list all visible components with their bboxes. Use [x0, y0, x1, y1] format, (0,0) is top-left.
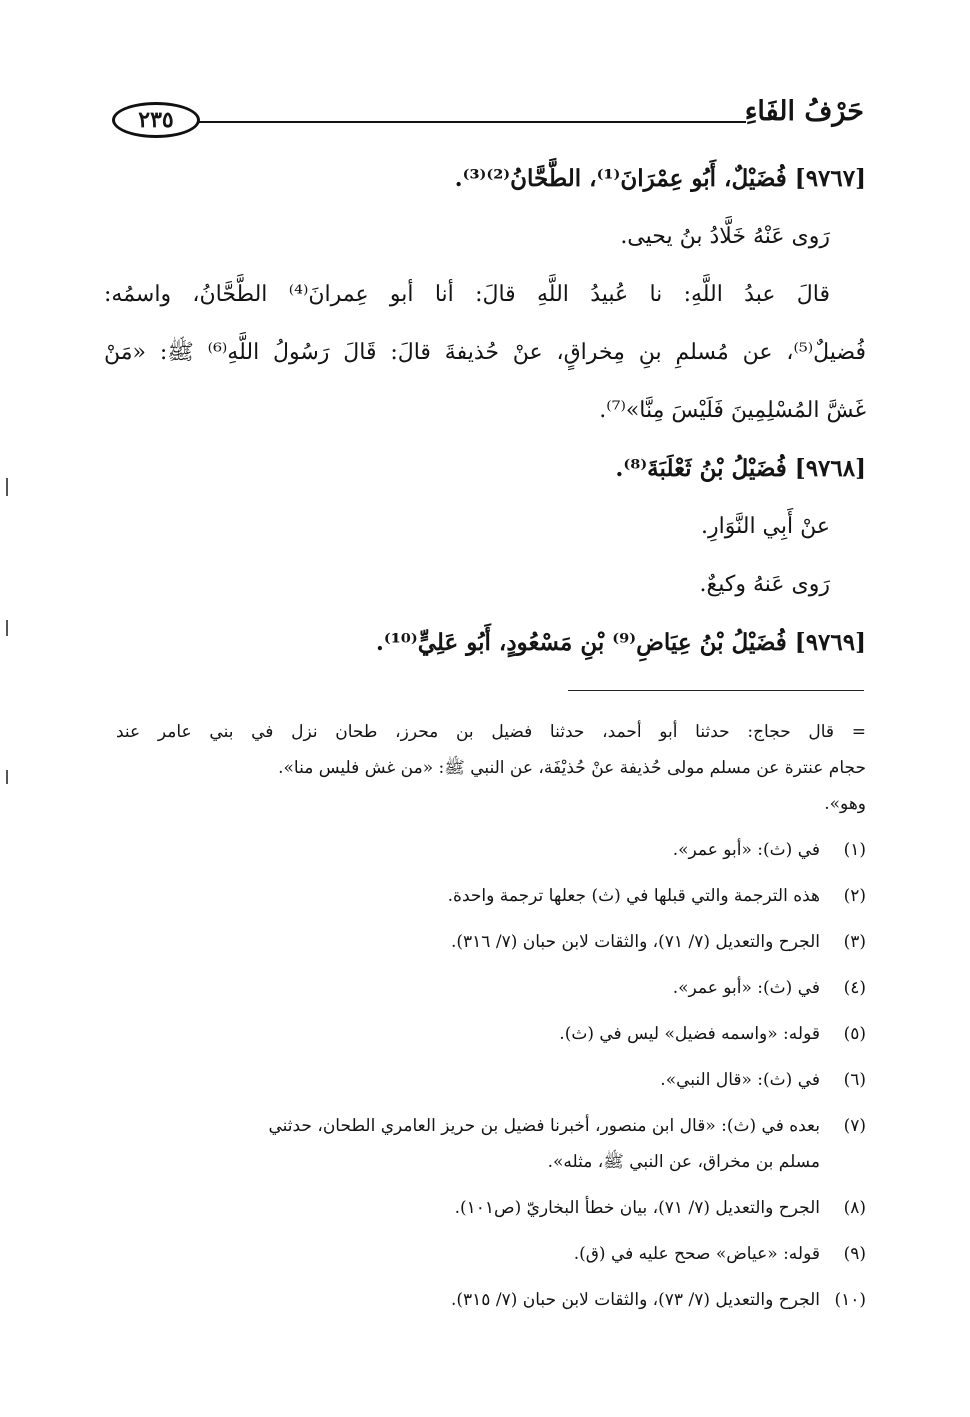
chapter-title: حَرْفُ الفَاءِ — [744, 96, 864, 127]
footnote-text: في (ث): «قال النبي». — [660, 1070, 820, 1090]
footnote-text: قوله: «عياض» صحح عليه في (ق). — [573, 1244, 820, 1264]
footnote-5 — [116, 1016, 866, 1052]
footnote-separator — [568, 690, 864, 691]
entry-heading-9769: [٩٧٦٩] فُضَيْلُ بْنُ عِيَاضِ⁽⁹⁾ بْنِ مَسْعُودٍ، أَبُو عَلِيٍّ⁽¹⁰⁾. — [375, 629, 866, 656]
footnote-4 — [116, 970, 866, 1006]
footnote-text: هذه الترجمة والتي قبلها في (ث) جعلها ترجمة واحدة. — [447, 886, 820, 906]
text-line: رَوى عَنهُ وكيعٌ. — [699, 572, 830, 597]
footnote-number: (١٠) — [834, 1290, 866, 1310]
entry-heading-9768: [٩٧٦٨] فُضَيْلُ بْنُ ثَعْلَبَةَ⁽⁸⁾. — [615, 455, 866, 482]
footnote-number: (٣) — [843, 932, 866, 952]
footnote-1 — [116, 832, 866, 868]
footnote-10 — [116, 1282, 866, 1318]
footnote-number: (١) — [843, 840, 866, 860]
footnote-text: في (ث): «أبو عمر». — [672, 840, 820, 860]
footnote-continuation-line: حجام عنترة عن مسلم مولى حُذيفة عنْ حُذيْفَة، عن النبي ﷺ: «من غش فليس منا». — [278, 758, 866, 778]
footnote-number: (٦) — [843, 1070, 866, 1090]
footnote-text: الجرح والتعديل (٧/ ٧١)، والثقات لابن حبان (٧/ ٣١٦). — [451, 932, 820, 952]
footnote-text: الجرح والتعديل (٧/ ٧٣)، والثقات لابن حبان (٧/ ٣١٥). — [451, 1290, 820, 1310]
footnote-7-continuation: مسلم بن مخراق، عن النبي ﷺ، مثله». — [547, 1152, 820, 1172]
page-header — [112, 96, 864, 144]
text-line: رَوى عَنْهُ خَلَّادُ بنُ يحيى. — [620, 224, 830, 249]
page-number: ٢٣٥ — [112, 102, 200, 138]
scan-margin-mark — [6, 478, 8, 496]
footnote-3 — [116, 924, 866, 960]
footnotes — [116, 714, 866, 1318]
scan-margin-mark — [6, 770, 8, 784]
footnote-number: (٨) — [843, 1198, 866, 1218]
footnote-text: الجرح والتعديل (٧/ ٧١)، بيان خطأ البخاريّ (ص١٠١). — [454, 1198, 820, 1218]
footnote-2 — [116, 878, 866, 914]
footnote-continuation-line: وهو». — [824, 794, 866, 814]
footnote-continuation-line: = قال حجاج: حدثنا أبو أحمد، حدثنا فضيل بن محرز، طحان نزل في بني عامر عند — [116, 722, 866, 742]
text-line: عنْ أَبِي النَّوَارِ. — [701, 514, 830, 539]
footnote-8 — [116, 1190, 866, 1226]
footnote-6 — [116, 1062, 866, 1098]
main-text — [104, 150, 866, 672]
footnote-number: (٩) — [843, 1244, 866, 1264]
scan-margin-mark — [6, 620, 8, 636]
text-line: قالَ عبدُ اللَّهِ: نا عُبيدُ اللَّهِ قالَ: أنا أبو عِمرانَ⁽⁴⁾ الطَّحَّانُ، واسمُه: — [104, 282, 831, 307]
footnote-number: (٢) — [843, 886, 866, 906]
header-rule — [198, 121, 746, 123]
footnote-text: قوله: «واسمه فضيل» ليس في (ث). — [559, 1024, 820, 1044]
entry-heading-9767: [٩٧٦٧] فُضَيْلٌ، أَبُو عِمْرَانَ⁽¹⁾، الطَّحَّانُ⁽²⁾⁽³⁾. — [454, 165, 866, 192]
footnote-text: في (ث): «أبو عمر». — [672, 978, 820, 998]
text-line: غَشَّ المُسْلِمِينَ فَلَيْسَ مِنَّا»⁽⁷⁾. — [599, 398, 866, 423]
footnote-7 — [116, 1108, 866, 1144]
text-line: فُضيلٌ⁽⁵⁾، عن مُسلمِ بنِ مِخراقٍ، عنْ حُذيفةَ قالَ: قَالَ رَسُولُ اللَّهِ⁽⁶⁾ ﷺ: «مَنْ — [104, 340, 866, 365]
footnote-number: (٧) — [843, 1116, 866, 1136]
footnote-number: (٥) — [843, 1024, 866, 1044]
footnote-number: (٤) — [843, 978, 866, 998]
footnote-9 — [116, 1236, 866, 1272]
footnote-text: بعده في (ث): «قال ابن منصور، أخبرنا فضيل بن حريز العامري الطحان، حدثني — [268, 1116, 820, 1136]
